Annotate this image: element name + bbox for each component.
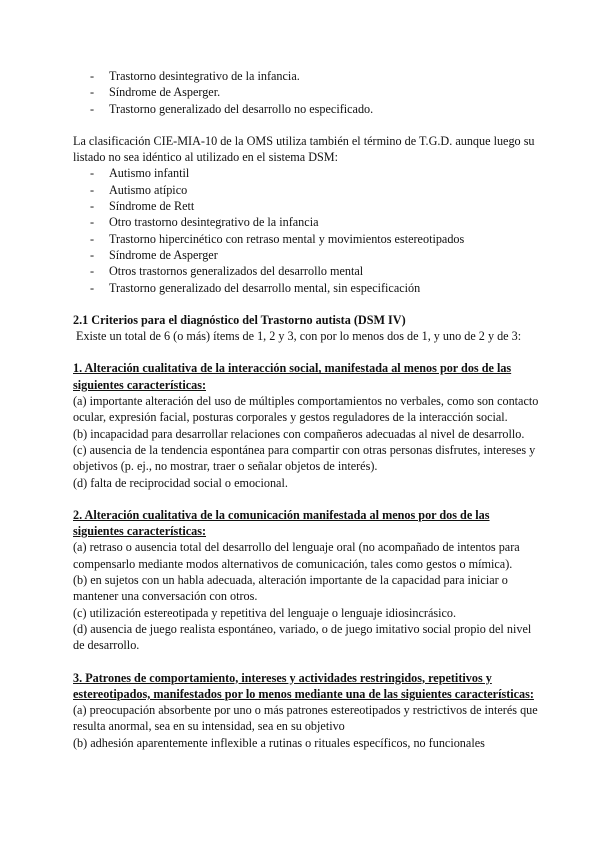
criterion-3-item-a: (a) preocupación absorbente por uno o más patrones estereotipados y restrictivos de interés que resulta anormal, sea en su intensidad, sea en su objetivo — [73, 703, 538, 734]
section-2-1-intro: Existe un total de 6 (o más) ítems de 1, 2 y 3, con por lo menos dos de 1, y uno de 2 y de 3: — [76, 329, 522, 344]
criterion-1-item-a: (a) importante alteración del uso de múltiples comportamientos no verbales, como son contacto ocular, expresión facial, posturas corporales y gestos reguladores de la interacción social. — [73, 394, 539, 425]
criterion-1-item-d: (d) falta de reciprocidad social o emocional. — [73, 475, 288, 490]
list-item: - Trastorno generalizado del desarrollo no especificado. — [90, 101, 374, 116]
list-item: - Trastorno hipercinético con retraso mental y movimientos estereotipados — [90, 231, 465, 246]
criterion-3-title: 3. Patrones de comportamiento, intereses y actividades restringidos, repetitivos y estereotipados, manifestados por lo menos mediante una de las siguientes características: — [73, 670, 534, 701]
list-item: - Otro trastorno desintegrativo de la infancia — [90, 215, 319, 230]
list-item: - Síndrome de Rett — [90, 199, 195, 214]
list-item: - Síndrome de Asperger — [90, 247, 218, 262]
dash-bullet: - — [90, 166, 95, 181]
dash-bullet: - — [90, 182, 95, 197]
criterion-2-item-d: (d) ausencia de juego realista espontáneo, variado, o de juego imitativo social propio del nivel de desarrollo. — [73, 621, 532, 653]
dash-bullet: - — [90, 69, 95, 83]
dash-bullet: - — [90, 101, 95, 116]
criterion-1-item-c: (c) ausencia de la tendencia espontánea para compartir con otras personas disfrutes, intereses y objetivos (p. ej., no mostrar, traer o señalar objetos de interés). — [73, 442, 536, 474]
dash-bullet: - — [90, 231, 95, 246]
list-item: - Trastorno desintegrativo de la infancia. — [90, 69, 300, 83]
dash-bullet: - — [90, 280, 95, 295]
criterion-2-title: 2. Alteración cualitativa de la comunicación manifestada al menos por dos de las siguientes características: — [73, 507, 490, 539]
dash-bullet: - — [90, 247, 95, 262]
list-item: - Síndrome de Asperger. — [90, 85, 221, 100]
criterion-2-item-a: (a) retraso o ausencia total del desarrollo del lenguaje oral (no acompañado de intentos para compensarlo mediante modos alternativos de comunicación, tales como gestos o mímica). — [73, 540, 520, 571]
dash-bullet: - — [90, 215, 95, 230]
section-2-1-title: 2.1 Criterios para el diagnóstico del Trastorno autista (DSM IV) — [73, 312, 406, 327]
criterion-2-item-c: (c) utilización estereotipada y repetitiva del lenguaje o lenguaje idiosincrásico. — [73, 605, 457, 620]
dash-bullet: - — [90, 199, 95, 214]
list-item: - Autismo atípico — [90, 182, 188, 197]
criterion-2-item-b: (b) en sujetos con un habla adecuada, alteración importante de la capacidad para iniciar o mantener una conversación con otros. — [73, 573, 508, 604]
list-item: - Trastorno generalizado del desarrollo mental, sin especificación — [90, 280, 421, 295]
criterion-3-item-b: (b) adhesión aparentemente inflexible a rutinas o rituales específicos, no funcionales — [73, 735, 485, 750]
criterion-1-item-b: (b) incapacidad para desarrollar relaciones con compañeros adecuadas al nivel de desarrollo. — [73, 426, 525, 441]
document-body — [73, 68, 543, 751]
dash-bullet: - — [90, 264, 95, 279]
list-item: - Autismo infantil — [90, 166, 190, 181]
cie-list — [73, 165, 543, 295]
list-item: - Otros trastornos generalizados del desarrollo mental — [90, 264, 364, 279]
criterion-1-title: 1. Alteración cualitativa de la interacción social, manifestada al menos por dos de las siguientes características: — [73, 361, 512, 392]
tgd-list-continued — [73, 68, 543, 117]
cie-paragraph: La clasificación CIE-MIA-10 de la OMS utiliza también el término de T.G.D. aunque luego su listado no sea idéntico al utilizado en el sistema DSM: — [73, 133, 535, 165]
dash-bullet: - — [90, 85, 95, 100]
